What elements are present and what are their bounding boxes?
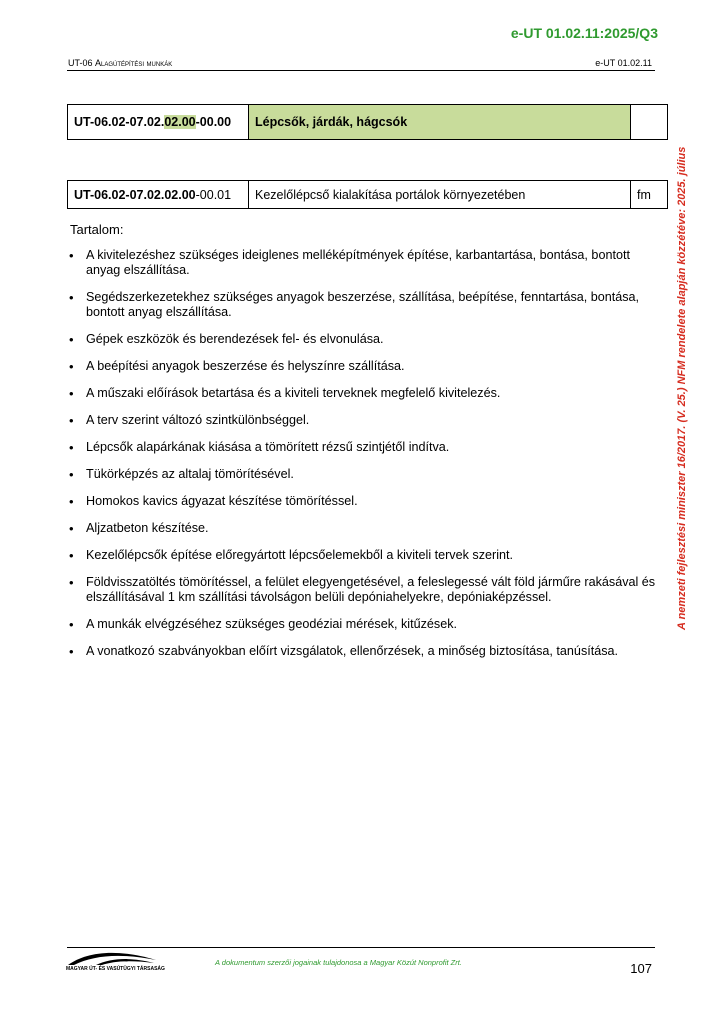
content-list bbox=[68, 248, 658, 671]
copyright-notice: A dokumentum szerzői jogainak tulajdonosa a Magyar Közút Nonprofit Zrt. bbox=[215, 958, 462, 967]
logo-text: MAGYAR ÚT- ÉS VASÚTÜGYI TÁRSASÁG bbox=[66, 966, 165, 972]
list-item: • Lépcsők alapárkának kiásása a tömörített rézsű szintjétől indítva. bbox=[68, 440, 658, 455]
header-divider bbox=[67, 70, 655, 71]
list-item: • A terv szerint változó szintkülönbséggel. bbox=[68, 413, 658, 428]
item-table bbox=[67, 180, 668, 209]
list-item: • Segédszerkezetekhez szükséges anyagok beszerzése, szállítása, beépítése, fenntartása, bontása, bontott anyag elszállítása. bbox=[68, 290, 658, 320]
company-logo bbox=[66, 950, 165, 972]
footer-divider bbox=[67, 947, 655, 948]
list-item: • A műszaki előírások betartása és a kiviteli terveknek megfelelő kivitelezés. bbox=[68, 386, 658, 401]
content-label: Tartalom: bbox=[70, 222, 124, 237]
document-code: e-UT 01.02.11:2025/Q3 bbox=[510, 25, 658, 41]
item-unit: fm bbox=[631, 181, 668, 209]
list-item: • Kezelőlépcsők építése előregyártott lépcsőelemekből a kiviteli tervek szerint. bbox=[68, 548, 658, 563]
item-title: Kezelőlépcső kialakítása portálok környezetében bbox=[249, 181, 631, 209]
item-group-unit bbox=[631, 105, 668, 140]
logo-swoosh-icon bbox=[66, 950, 158, 966]
page-number: 107 bbox=[630, 961, 652, 976]
header-left: UT-06 Alagútépítési munkák bbox=[68, 58, 173, 68]
list-item: • A beépítési anyagok beszerzése és helyszínre szállítása. bbox=[68, 359, 658, 374]
list-item: • A vonatkozó szabványokban előírt vizsgálatok, ellenőrzések, a minőség biztosítása, tanúsítása. bbox=[68, 644, 658, 659]
item-code: UT-06.02-07.02.02.00-00.01 bbox=[68, 181, 249, 209]
header-right: e-UT 01.02.11 bbox=[595, 58, 652, 68]
list-item: • Aljzatbeton készítése. bbox=[68, 521, 658, 536]
item-group-title: Lépcsők, járdák, hágcsók bbox=[249, 105, 631, 140]
list-item: • Tükörképzés az altalaj tömörítésével. bbox=[68, 467, 658, 482]
item-group-code: UT-06.02-07.02.02.00-00.00 bbox=[68, 105, 249, 140]
list-item: • Gépek eszközök és berendezések fel- és elvonulása. bbox=[68, 332, 658, 347]
running-header bbox=[68, 58, 652, 68]
list-item: • Földvisszatöltés tömörítéssel, a felület elegyengetésével, a feleslegessé vált föld járműre rakásával és elszállításával 1 km szállítási távolságon belüli depóniahelyekre, depóniaképzéssel. bbox=[68, 575, 658, 605]
list-item: • A munkák elvégzéséhez szükséges geodéziai mérések, kitűzések. bbox=[68, 617, 658, 632]
list-item: • Homokos kavics ágyazat készítése tömörítéssel. bbox=[68, 494, 658, 509]
list-item: • A kivitelezéshez szükséges ideiglenes melléképítmények építése, karbantartása, bontása, bontott anyag elszállítása. bbox=[68, 248, 658, 278]
header-left-title: Alagútépítési munkák bbox=[95, 58, 173, 68]
publication-side-note: A nemzeti fejlesztési miniszter 16/2017. (V. 25.) NFM rendelete alapján közzétéve: 2025. július bbox=[676, 146, 688, 630]
item-group-table bbox=[67, 104, 668, 140]
